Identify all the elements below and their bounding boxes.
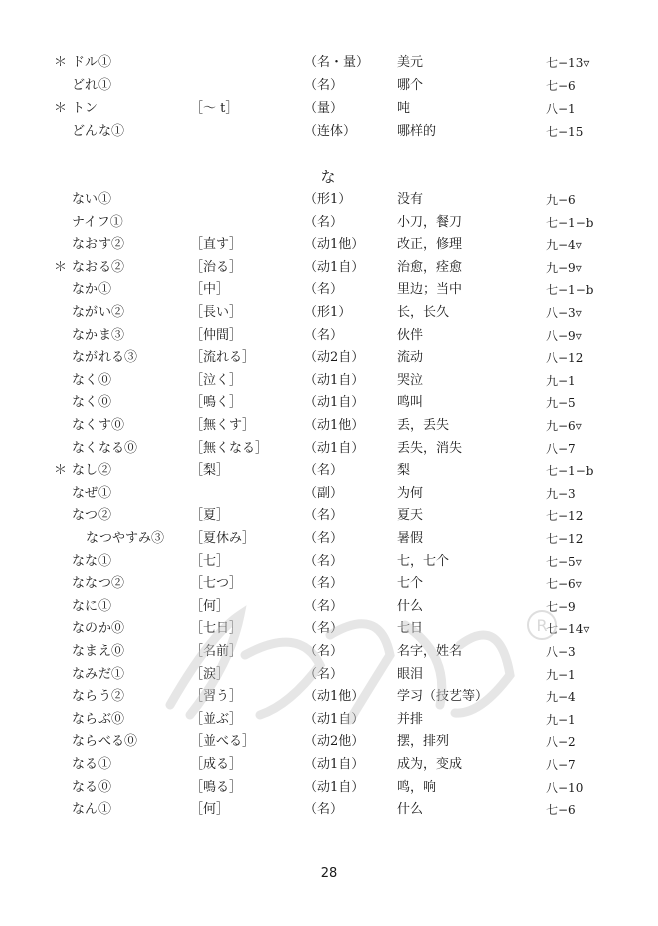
entry-part-of-speech: （名） bbox=[304, 214, 344, 230]
entry-kanji: ［仲間］ bbox=[190, 327, 243, 343]
entry-row bbox=[0, 279, 658, 301]
entry-part-of-speech: （名） bbox=[304, 508, 344, 524]
entry-part-of-speech: （名・量） bbox=[304, 55, 370, 70]
entry-chinese-meaning: 夏天 bbox=[397, 508, 424, 524]
entry-row bbox=[0, 415, 658, 437]
entry-headword: なかま③ bbox=[72, 327, 125, 343]
entry-row bbox=[0, 686, 658, 708]
entry-chinese-meaning: 鸣，响 bbox=[397, 779, 437, 795]
entry-row bbox=[0, 799, 658, 821]
entry-headword: ならぶ⓪ bbox=[72, 711, 125, 727]
entry-headword: なる① bbox=[72, 757, 112, 772]
entry-part-of-speech: （动1自） bbox=[304, 779, 365, 795]
entry-lesson-ref: 七−14▿ bbox=[546, 622, 590, 637]
entry-chinese-meaning: 暑假 bbox=[397, 531, 424, 546]
entry-row bbox=[0, 438, 658, 460]
entry-chinese-meaning: 七日 bbox=[397, 621, 424, 637]
entry-part-of-speech: （动1自） bbox=[304, 259, 365, 275]
entry-row bbox=[0, 641, 658, 663]
entry-part-of-speech: （形1） bbox=[304, 192, 352, 207]
entry-part-of-speech: （名） bbox=[304, 598, 344, 614]
entry-kanji: ［夏］ bbox=[190, 508, 230, 524]
entry-row bbox=[0, 528, 658, 550]
entry-lesson-ref: 七−5▿ bbox=[546, 554, 582, 569]
entry-headword: なまえ⓪ bbox=[72, 644, 125, 659]
entry-lesson-ref: 八−1 bbox=[546, 102, 576, 116]
entry-kanji: ［名前］ bbox=[190, 644, 243, 659]
entry-headword: なぜ① bbox=[72, 485, 112, 501]
entry-chinese-meaning: 没有 bbox=[397, 192, 424, 207]
entry-headword: ドル① bbox=[72, 55, 112, 70]
entry-lesson-ref: 九−1 bbox=[546, 712, 576, 727]
entry-part-of-speech: （名） bbox=[304, 531, 344, 546]
entry-chinese-meaning: 学习（技艺等） bbox=[397, 689, 489, 705]
entry-part-of-speech: （动1自） bbox=[304, 757, 365, 772]
entry-lesson-ref: 七−6 bbox=[546, 803, 576, 818]
entry-kanji: ［～ t］ bbox=[190, 101, 239, 116]
entry-part-of-speech: （名） bbox=[304, 78, 344, 93]
entry-headword: どんな① bbox=[72, 124, 125, 139]
entry-row bbox=[0, 505, 658, 527]
entry-chinese-meaning: 里边；当中 bbox=[397, 282, 463, 298]
entry-lesson-ref: 八−2 bbox=[546, 735, 576, 750]
section-heading bbox=[0, 166, 658, 188]
entry-kanji: ［何］ bbox=[190, 802, 230, 818]
entry-row bbox=[0, 551, 658, 573]
entry-lesson-ref: 九−6 bbox=[546, 193, 576, 207]
entry-chinese-meaning: 梨 bbox=[397, 463, 411, 479]
entry-chinese-meaning: 七，七个 bbox=[397, 553, 450, 569]
entry-row bbox=[0, 52, 658, 74]
entry-kanji: ［治る］ bbox=[190, 259, 243, 275]
entry-lesson-ref: 九−1 bbox=[546, 373, 576, 388]
entry-chinese-meaning: 七个 bbox=[397, 576, 424, 592]
entry-headword: なおる② bbox=[72, 259, 125, 275]
entry-row bbox=[0, 392, 658, 414]
entry-headword: なる⓪ bbox=[72, 779, 112, 795]
entry-lesson-ref: 九−3 bbox=[546, 486, 576, 501]
entry-chinese-meaning: 治愈，痊愈 bbox=[397, 259, 463, 275]
entry-lesson-ref: 七−1−b bbox=[546, 283, 594, 298]
entry-lesson-ref: 九−4▿ bbox=[546, 238, 582, 253]
entry-row bbox=[0, 302, 658, 324]
entry-kanji: ［夏休み］ bbox=[190, 531, 256, 546]
entry-lesson-ref: 七−1−b bbox=[546, 464, 594, 479]
entry-kanji: ［中］ bbox=[190, 282, 230, 298]
entry-row bbox=[0, 98, 658, 120]
entry-headword: なに① bbox=[72, 598, 112, 614]
entry-lesson-ref: 八−7 bbox=[546, 441, 576, 456]
entry-kanji: ［長い］ bbox=[190, 305, 243, 320]
entry-headword: トン bbox=[72, 101, 99, 116]
entry-row bbox=[0, 347, 658, 369]
entry-chinese-meaning: 眼泪 bbox=[397, 666, 424, 682]
entry-chinese-meaning: 美元 bbox=[397, 55, 424, 70]
entry-lesson-ref: 七−13▿ bbox=[546, 56, 590, 70]
entry-part-of-speech: （名） bbox=[304, 644, 344, 659]
entry-lesson-ref: 七−1−b bbox=[546, 215, 594, 230]
entry-kanji: ［成る］ bbox=[190, 757, 243, 772]
entry-row bbox=[0, 618, 658, 640]
entry-lesson-ref: 九−5 bbox=[546, 396, 576, 411]
entry-kanji: ［七日］ bbox=[190, 621, 243, 637]
entry-lesson-ref: 八−7 bbox=[546, 758, 576, 772]
entry-kanji: ［七］ bbox=[190, 553, 230, 569]
page-number: 28 bbox=[320, 866, 338, 881]
entry-chinese-meaning: 为何 bbox=[397, 485, 424, 501]
entry-kanji: ［鳴く］ bbox=[190, 395, 243, 411]
entry-kanji: ［無くす］ bbox=[190, 418, 256, 433]
entry-chinese-meaning: 什么 bbox=[397, 598, 424, 614]
entry-kanji: ［直す］ bbox=[190, 237, 243, 253]
entry-kanji: ［七つ］ bbox=[190, 576, 243, 592]
entry-part-of-speech: （动1他） bbox=[304, 418, 365, 433]
entry-row bbox=[0, 460, 658, 482]
entry-headword: ななつ② bbox=[72, 576, 125, 592]
entry-kanji: ［梨］ bbox=[190, 463, 230, 479]
entry-chinese-meaning: 什么 bbox=[397, 802, 424, 818]
entry-lesson-ref: 七−12 bbox=[546, 532, 584, 546]
entry-part-of-speech: （连体） bbox=[304, 124, 357, 139]
entry-kanji: ［涙］ bbox=[190, 666, 230, 682]
entry-part-of-speech: （动2他） bbox=[304, 734, 365, 750]
entry-part-of-speech: （名） bbox=[304, 553, 344, 569]
entry-part-of-speech: （动1他） bbox=[304, 237, 365, 253]
entry-part-of-speech: （量） bbox=[304, 101, 344, 116]
entry-part-of-speech: （名） bbox=[304, 576, 344, 592]
entry-headword: なおす② bbox=[72, 237, 125, 253]
entry-kanji: ［習う］ bbox=[190, 689, 243, 705]
entry-headword: どれ① bbox=[72, 78, 112, 93]
entry-chinese-meaning: 并排 bbox=[397, 711, 424, 727]
entry-part-of-speech: （名） bbox=[304, 666, 344, 682]
entry-headword: なくす⓪ bbox=[72, 418, 125, 433]
entry-row bbox=[0, 777, 658, 799]
entry-row bbox=[0, 75, 658, 97]
entry-kanji: ［並べる］ bbox=[190, 734, 256, 750]
entry-kanji: ［何］ bbox=[190, 598, 230, 614]
entry-lesson-ref: 九−1 bbox=[546, 667, 576, 682]
entry-chinese-meaning: 丢，丢失 bbox=[397, 418, 450, 433]
entry-row bbox=[0, 234, 658, 256]
entry-headword: ならう② bbox=[72, 689, 125, 705]
entry-headword: なな① bbox=[72, 553, 112, 569]
entry-headword: ナイフ① bbox=[72, 214, 123, 230]
svg-text:R: R bbox=[536, 616, 548, 635]
entry-star-mark: ＊ bbox=[54, 259, 68, 275]
entry-part-of-speech: （动1自） bbox=[304, 395, 365, 411]
entry-headword: ならべる⓪ bbox=[72, 734, 138, 750]
entry-chinese-meaning: 哪个 bbox=[397, 78, 424, 93]
entry-row bbox=[0, 370, 658, 392]
entry-chinese-meaning: 伙伴 bbox=[397, 327, 424, 343]
entry-chinese-meaning: 鸣叫 bbox=[397, 395, 424, 411]
entry-lesson-ref: 九−9▿ bbox=[546, 260, 582, 275]
entry-chinese-meaning: 流动 bbox=[397, 350, 424, 366]
entry-headword: ない① bbox=[72, 192, 112, 207]
entry-star-mark: ＊ bbox=[54, 55, 68, 70]
entry-headword: なみだ① bbox=[72, 666, 125, 682]
entry-chinese-meaning: 小刀，餐刀 bbox=[397, 214, 463, 230]
entry-chinese-meaning: 摆，排列 bbox=[397, 734, 450, 750]
entry-part-of-speech: （名） bbox=[304, 282, 344, 298]
entry-lesson-ref: 七−12 bbox=[546, 509, 584, 524]
entry-row bbox=[0, 709, 658, 731]
entry-part-of-speech: （名） bbox=[304, 463, 344, 479]
entry-headword: なく⓪ bbox=[72, 372, 112, 388]
entry-lesson-ref: 八−9▿ bbox=[546, 328, 582, 343]
entry-chinese-meaning: 改正，修理 bbox=[397, 237, 463, 253]
entry-star-mark: ＊ bbox=[54, 463, 68, 479]
entry-row bbox=[0, 121, 658, 143]
entry-row bbox=[0, 325, 658, 347]
entry-lesson-ref: 七−6▿ bbox=[546, 577, 582, 592]
entry-part-of-speech: （动2自） bbox=[304, 350, 365, 366]
entry-row bbox=[0, 596, 658, 618]
entry-lesson-ref: 九−4 bbox=[546, 690, 576, 705]
entry-lesson-ref: 七−9 bbox=[546, 599, 576, 614]
entry-chinese-meaning: 哭泣 bbox=[397, 372, 424, 388]
entry-kanji: ［鳴る］ bbox=[190, 779, 243, 795]
entry-part-of-speech: （名） bbox=[304, 802, 344, 818]
entry-part-of-speech: （动1他） bbox=[304, 689, 365, 705]
section-heading-text: な bbox=[320, 168, 336, 186]
entry-lesson-ref: 九−6▿ bbox=[546, 419, 582, 433]
entry-lesson-ref: 八−3▿ bbox=[546, 306, 582, 320]
entry-kanji: ［並ぶ］ bbox=[190, 711, 243, 727]
entry-lesson-ref: 八−10 bbox=[546, 780, 584, 795]
entry-chinese-meaning: 吨 bbox=[397, 101, 411, 116]
entry-chinese-meaning: 哪样的 bbox=[397, 124, 437, 139]
entry-row bbox=[0, 257, 658, 279]
entry-part-of-speech: （动1自） bbox=[304, 711, 365, 727]
entry-part-of-speech: （动1自） bbox=[304, 440, 365, 456]
entry-row bbox=[0, 212, 658, 234]
entry-lesson-ref: 七−6 bbox=[546, 79, 576, 93]
entry-kanji: ［流れる］ bbox=[190, 350, 256, 366]
entry-row bbox=[0, 189, 658, 211]
entry-part-of-speech: （动1自） bbox=[304, 372, 365, 388]
entry-headword: なくなる⓪ bbox=[72, 440, 138, 456]
entry-star-mark: ＊ bbox=[54, 101, 68, 116]
entry-row bbox=[0, 664, 658, 686]
entry-headword: なか① bbox=[72, 282, 112, 298]
entry-chinese-meaning: 长，长久 bbox=[397, 305, 450, 320]
entry-headword: なく⓪ bbox=[72, 395, 112, 411]
entry-lesson-ref: 七−15 bbox=[546, 125, 584, 139]
entry-row bbox=[0, 573, 658, 595]
entry-headword: なん① bbox=[72, 802, 112, 818]
entry-kanji: ［無くなる］ bbox=[190, 440, 269, 456]
entry-row bbox=[0, 483, 658, 505]
entry-chinese-meaning: 名字，姓名 bbox=[397, 644, 463, 659]
entry-part-of-speech: （副） bbox=[304, 485, 344, 501]
entry-headword: ながい② bbox=[72, 305, 125, 320]
entry-chinese-meaning: 成为，变成 bbox=[397, 757, 463, 772]
entry-lesson-ref: 八−12 bbox=[546, 351, 584, 366]
entry-headword: なつやすみ③ bbox=[86, 531, 165, 546]
entry-headword: なつ② bbox=[72, 508, 112, 524]
entry-row bbox=[0, 731, 658, 753]
entry-kanji: ［泣く］ bbox=[190, 372, 243, 388]
entry-part-of-speech: （名） bbox=[304, 327, 344, 343]
entry-lesson-ref: 八−3 bbox=[546, 645, 576, 659]
entry-headword: ながれる③ bbox=[72, 350, 138, 366]
entry-chinese-meaning: 丢失，消失 bbox=[397, 440, 463, 456]
entry-headword: なのか⓪ bbox=[72, 621, 125, 637]
entry-row bbox=[0, 754, 658, 776]
entry-part-of-speech: （名） bbox=[304, 621, 344, 637]
entry-headword: なし② bbox=[72, 463, 112, 479]
entry-part-of-speech: （形1） bbox=[304, 305, 352, 320]
